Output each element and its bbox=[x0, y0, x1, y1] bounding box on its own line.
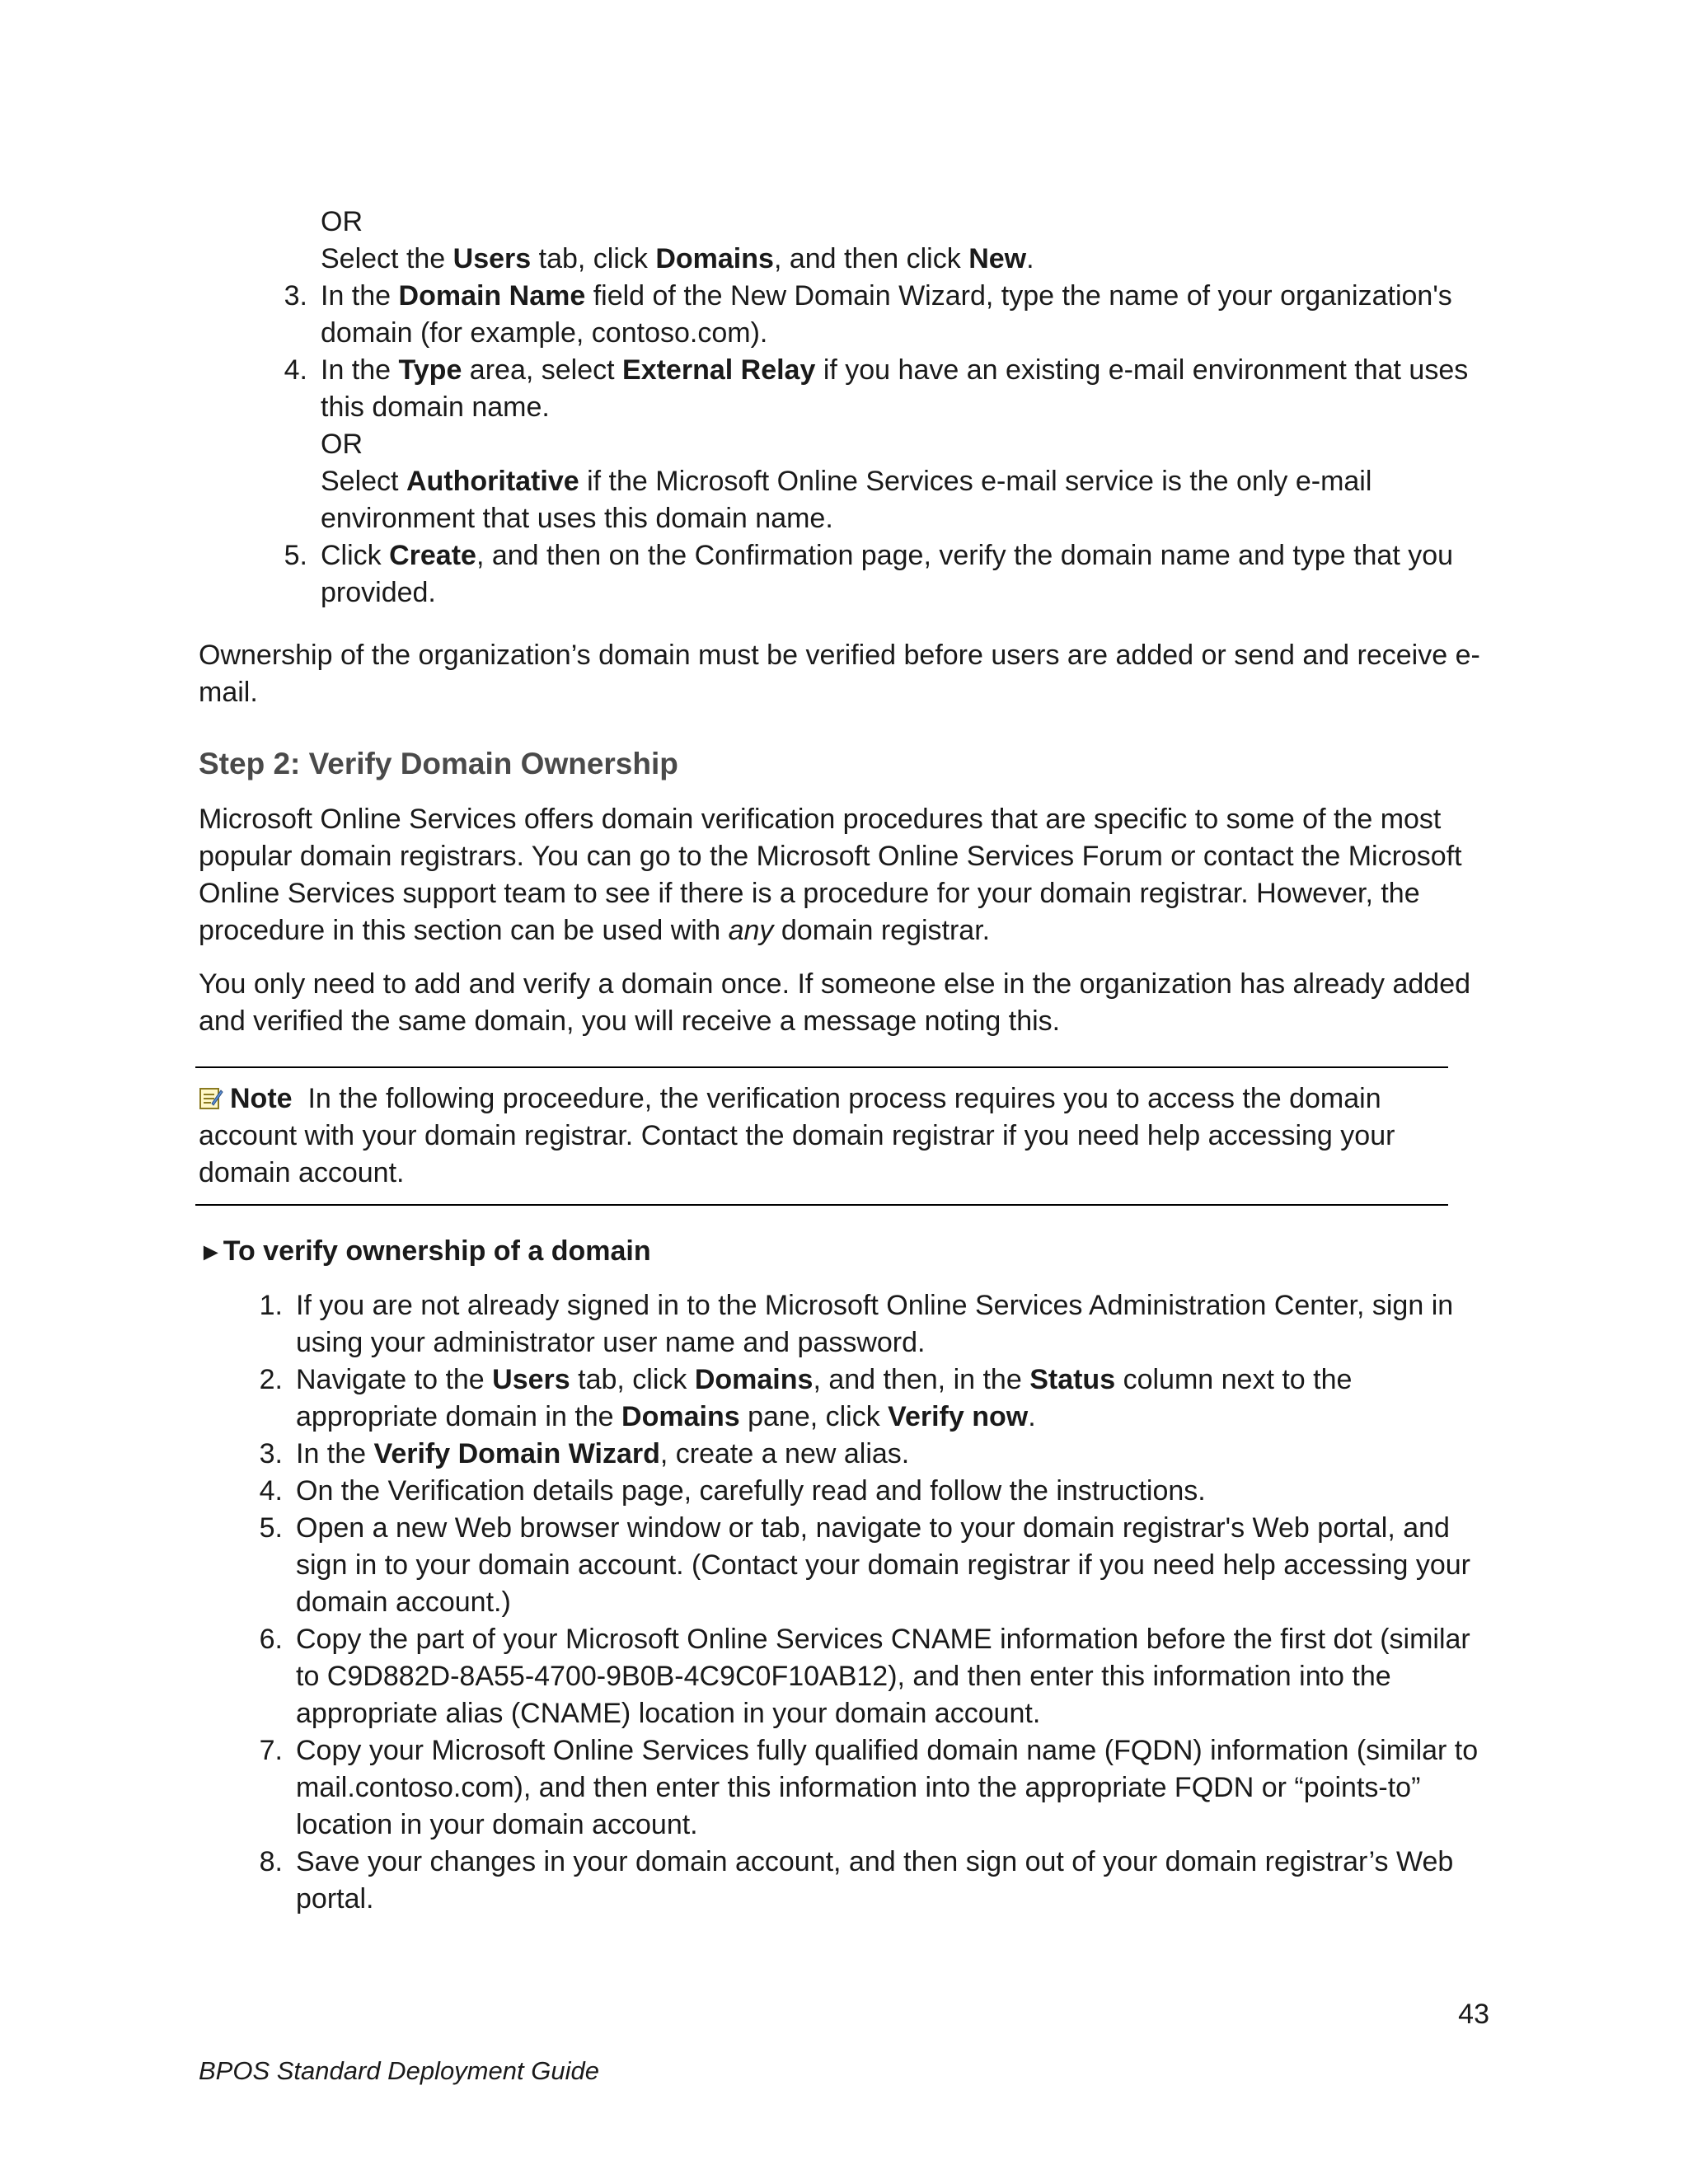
procedure-steps bbox=[259, 1287, 1483, 1918]
procedure-title: ►To verify ownership of a domain bbox=[199, 1235, 651, 1267]
list-item: 1. If you are not already signed in to the Microsoft Online Services Administration Center, sign in using your administrator user name and password. bbox=[259, 1290, 1454, 1358]
section-heading: Step 2: Verify Domain Ownership bbox=[199, 747, 678, 780]
ownership-paragraph: Ownership of the organization’s domain must be verified before users are added or send and receive e-mail. bbox=[199, 640, 1480, 708]
procedure-list bbox=[259, 1287, 1483, 1918]
note-label: Note bbox=[230, 1083, 293, 1114]
note-icon bbox=[199, 1083, 223, 1108]
list-item: 2. Navigate to the Users tab, click Domains, and then, in the Status column next to the appropriate domain in the Domains pane, click Verify now. bbox=[259, 1364, 1353, 1432]
step2-paragraph-2: You only need to add and verify a domain once. If someone else in the organization has already added and verified the same domain, you will receive a message noting this. bbox=[199, 968, 1471, 1037]
alt-select-instruction: Select the Users tab, click Domains, and then click New. bbox=[321, 243, 1034, 274]
list-item: 3. In the Domain Name field of the New Domain Wizard, type the name of your organization's domain (for example, contoso.com). bbox=[284, 280, 1452, 349]
footer-title: BPOS Standard Deployment Guide bbox=[199, 2056, 599, 2085]
note-box bbox=[195, 1066, 1448, 1206]
step1-continued bbox=[284, 204, 1475, 612]
list-item: 5. Click Create, and then on the Confirmation page, verify the domain name and type that you provided. bbox=[284, 540, 1454, 608]
step2-paragraph-1: Microsoft Online Services offers domain verification procedures that are specific to some of the most popular domain registrars. You can go to the Microsoft Online Services Forum or contact the Microsoft Online Services support team to see if there is a procedure for your domain registrar. However, the procedure in this section can be used with any domain registrar. bbox=[199, 804, 1462, 946]
note-text: Note In the following proceedure, the verification process requires you to access the domain account with your domain registrar. Contact the domain registrar if you need help accessing your domain account. bbox=[199, 1083, 1395, 1188]
or-label-2: OR bbox=[321, 429, 363, 460]
list-item: 4. In the Type area, select External Relay if you have an existing e-mail environment that uses this domain name. OR Select Authoritative if the Microsoft Online Services e-mail service is the only e-mail environment that uses this domain name. bbox=[321, 352, 1475, 537]
page-number: 43 bbox=[1458, 1999, 1489, 2030]
list-item: 4. On the Verification details page, carefully read and follow the instructions. bbox=[259, 1475, 1206, 1507]
arrow-right-icon: ► bbox=[199, 1239, 223, 1266]
list-item: 3. In the Verify Domain Wizard, create a new alias. bbox=[259, 1438, 910, 1469]
list-item: 5. Open a new Web browser window or tab, navigate to your domain registrar's Web portal, and sign in to your domain account. (Contact your domain registrar if you need help accessing your domain account.) bbox=[259, 1512, 1470, 1618]
or-label-1: OR bbox=[321, 206, 363, 237]
step1-list bbox=[284, 278, 1475, 612]
list-item: 6. Copy the part of your Microsoft Online Services CNAME information before the first dot (similar to C9D882D-8A55-4700-9B0B-4C9C0F10AB12), and then enter this information into the appropriate alias (CNAME) location in your domain account. bbox=[259, 1624, 1470, 1729]
list-item: 7. Copy your Microsoft Online Services fully qualified domain name (FQDN) information (similar to mail.contoso.com), and then enter this information into the appropriate FQDN or “points-to” location in your domain account. bbox=[259, 1735, 1479, 1840]
list-item: 8. Save your changes in your domain account, and then sign out of your domain registrar’s Web portal. bbox=[259, 1846, 1454, 1915]
